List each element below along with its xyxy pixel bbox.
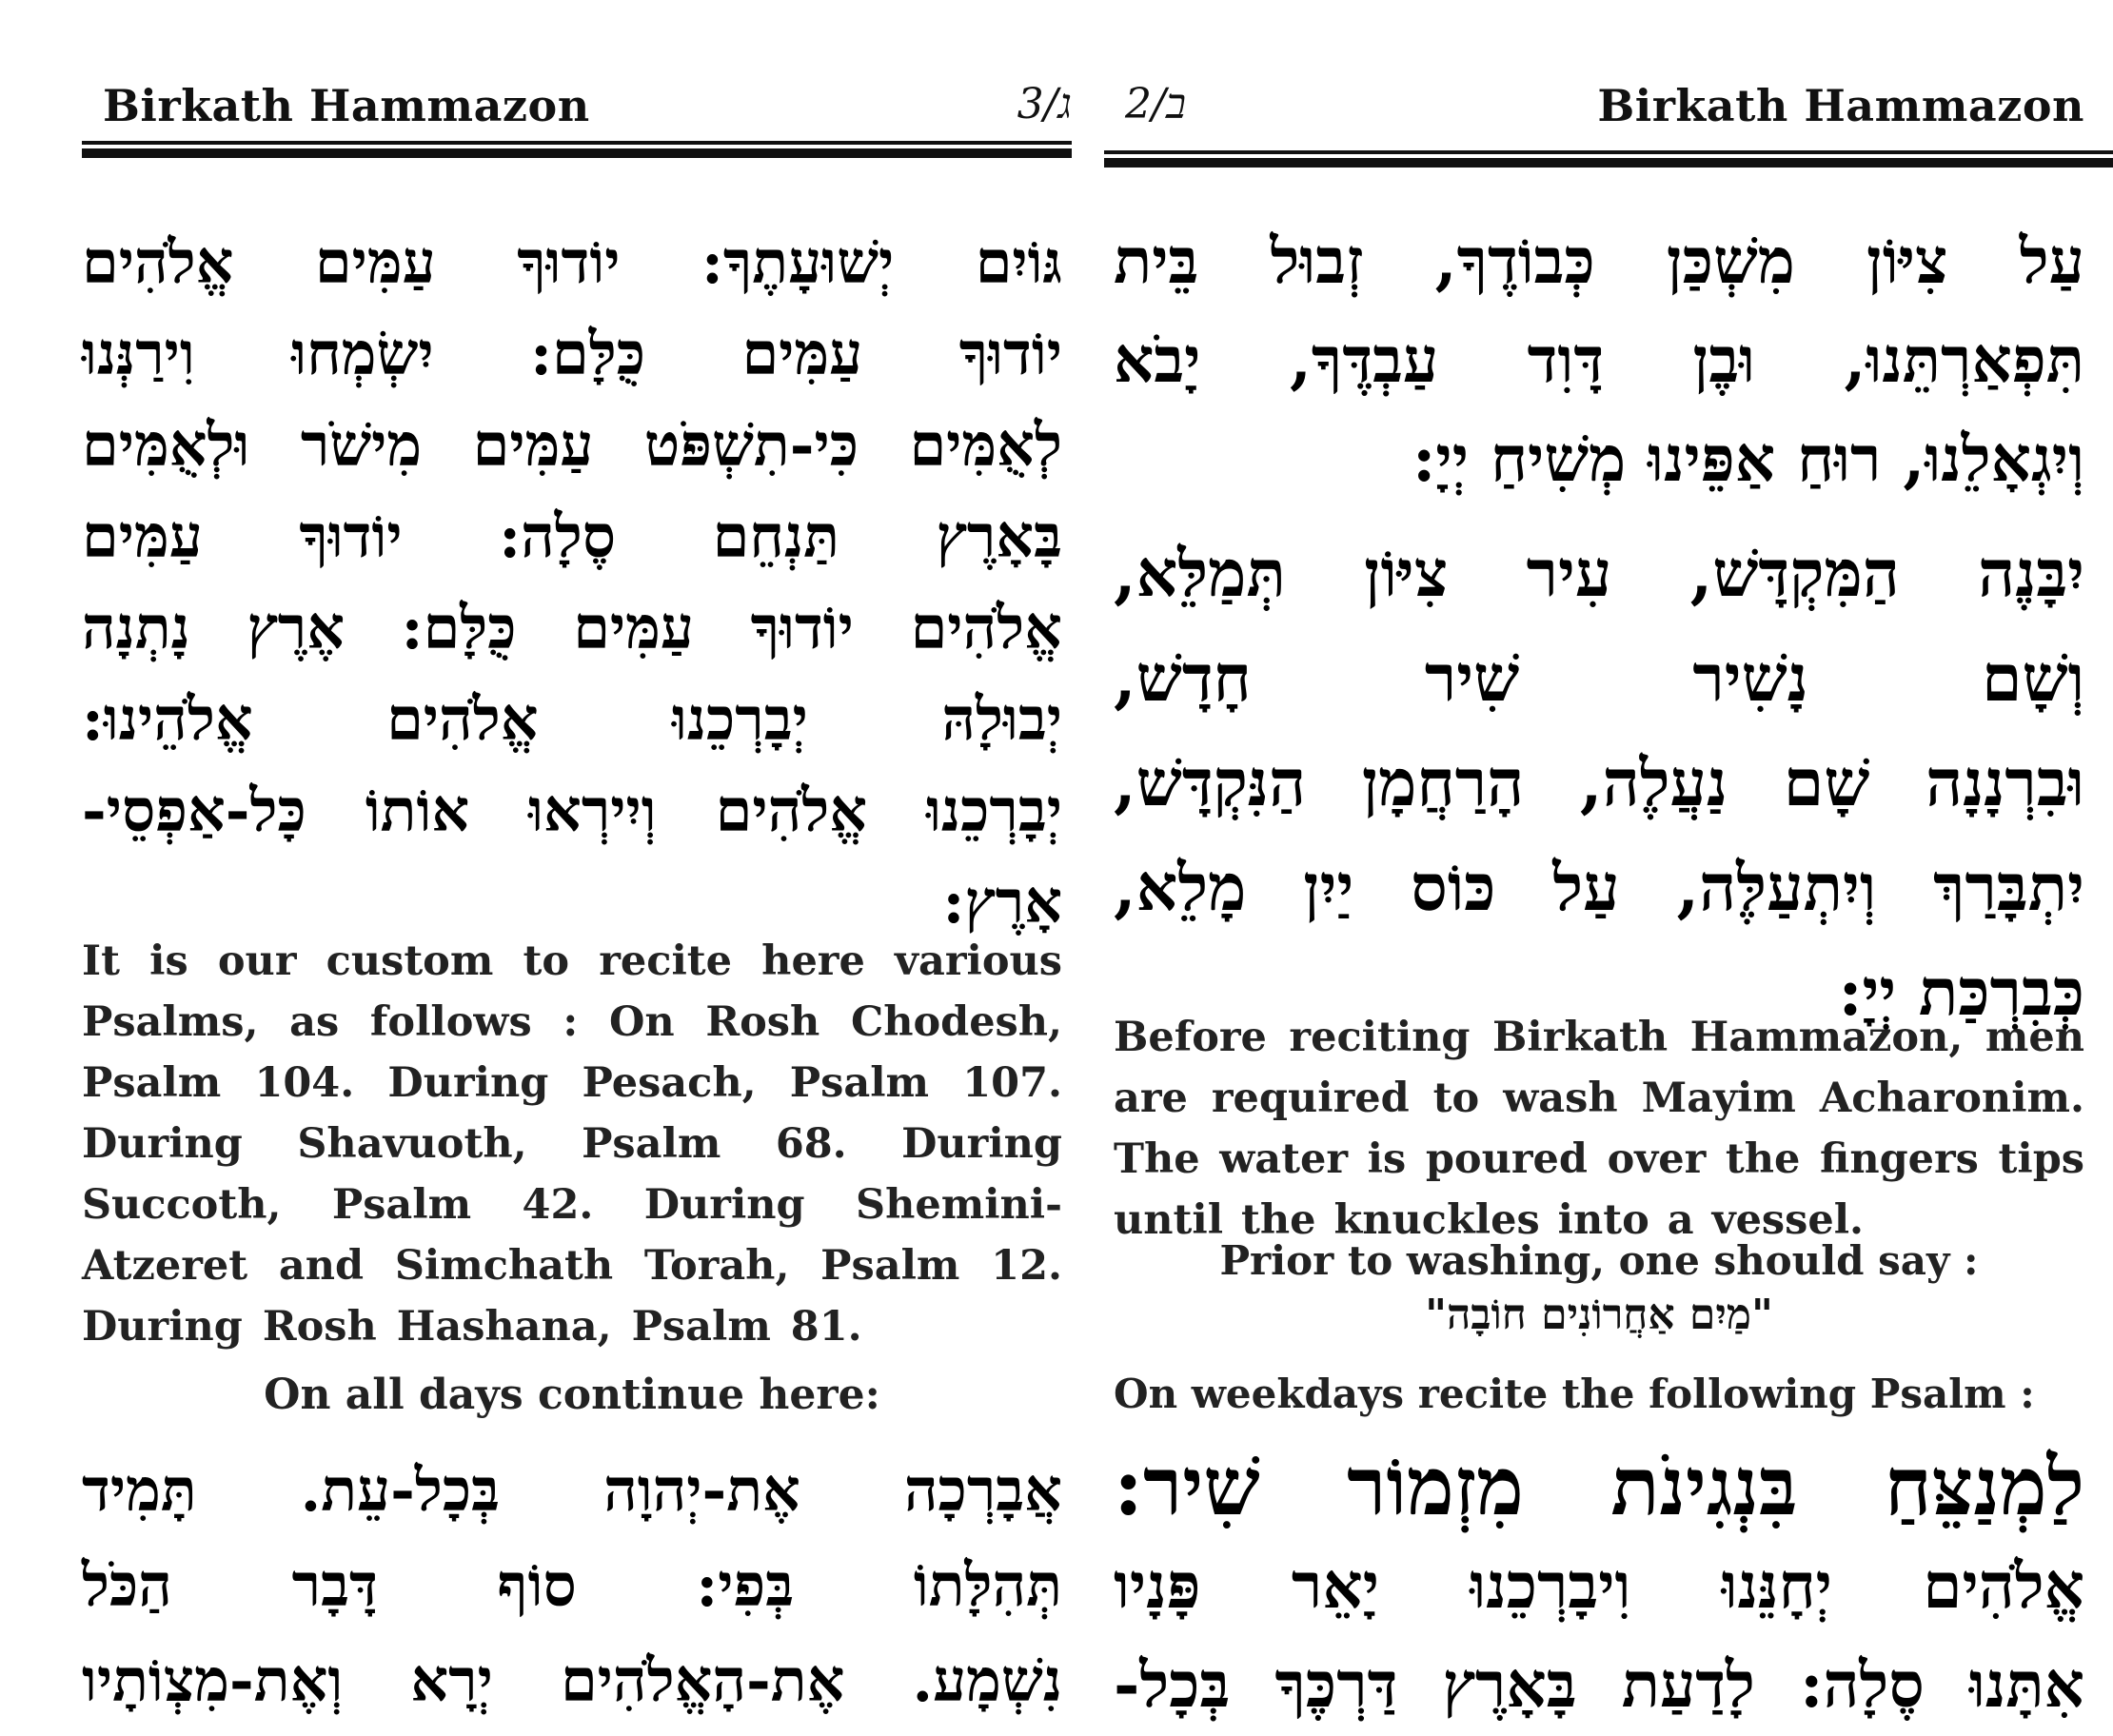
left-running-header — [82, 67, 1072, 143]
continue-heading: On all days continue here: — [264, 1371, 880, 1419]
prior-heading: Prior to washing, one should say : — [1219, 1237, 1979, 1284]
right-header-title: Birkath Hammazon — [1597, 80, 2084, 131]
hebrew-line: תְּהִלָּתוֹ בְּפִי: סוֹף דָּבָר הַכֹּל — [82, 1550, 1062, 1620]
left-page — [82, 0, 1072, 1736]
right-page-number: ב/2 — [1125, 80, 1187, 128]
left-header-title: Birkath Hammazon — [103, 80, 590, 131]
prayer-text-1 — [1114, 211, 2084, 508]
weekday-psalm-text — [1114, 1437, 2084, 1734]
hebrew-line: אֲבָרְכָה אֶת-יְהוָה בְּכָל-עֵת. תָּמִיד — [82, 1455, 1062, 1525]
weekdays-heading: On weekdays recite the following Psalm : — [1114, 1371, 2035, 1417]
hebrew-line: יִבָּנֶה הַמִּקְדָּשׁ, עִיר צִיּוֹן תְּמַלֵּא, — [1114, 536, 2084, 612]
left-page-number: ג/3 — [1017, 80, 1072, 128]
hebrew-line: גּוֹיִם יְשׁוּעָתֶךָ: יוֹדוּךָ עַמִּים אֱלֹהִים — [82, 227, 1062, 297]
continue-text — [82, 1443, 1062, 1728]
hebrew-line: נִשְׁמָע. אֶת-הָאֱלֹהִים יְרָא וְאֶת-מִצְוֹתָיו — [82, 1646, 1062, 1715]
right-running-header — [1104, 67, 2084, 143]
hebrew-line: לַמְנַצֵּחַ בִּנְגִינֹת מִזְמוֹר שִׁיר: — [1114, 1439, 2084, 1533]
hebrew-line: בָּאָרֶץ תַּנְחֵם סֶלָה: יוֹדוּךָ עַמִּים — [82, 502, 1062, 571]
hebrew-line: יוֹדוּךָ עַמִּים כֻּלָּם: יִשְׂמְחוּ וִירַנְּנוּ — [82, 319, 1062, 388]
hebrew-line: וּבִרְנָנָה שָׁם נַעֲלֶה, הָרַחֲמָן הַנִּקְדָּשׁ, — [1114, 745, 2084, 821]
hebrew-line: עַל צִיּוֹן מִשְׁכַּן כְּבוֹדֶךָ, זְבוּל בֵּית — [1114, 224, 2084, 298]
left-psalm-text — [82, 217, 1062, 948]
hebrew-line: וְיִגְאָלֵנוּ, רוּחַ אַפֵּינוּ מְשִׁיחַ יְיָ: — [1412, 422, 2084, 496]
right-header-rule — [1104, 150, 2113, 168]
hebrew-line: אֱלֹהִים יוֹדוּךָ עַמִּים כֻּלָּם: אֶרֶץ נָתְנָה — [82, 593, 1062, 662]
custom-instruction: It is our custom to recite here various Psalms, as follows : On Rosh Chodesh, Psalm 104. During Pesach, Psalm 107. During Shavuoth, Psalm 68. During Succoth, Psalm 42. During Shemini-Atzeret and Simchath Torah, Psalm 12. During Rosh Hashana, Psalm 81. — [82, 937, 1062, 1351]
hebrew-line: תִּפְאַרְתֵּנוּ, וּבֶן דָּוִד עַבְדֶּךָ, יָבֹא — [1114, 323, 2084, 397]
hebrew-line: יְבָרְכֵנוּ אֱלֹהִים וְיִירְאוּ אוֹתוֹ כָּל-אַפְסֵי- — [82, 776, 1062, 845]
hebrew-line: לְאֻמִּים כִּי-תִשְׁפֹּט עַמִּים מִישֹׁר וּלְאֻמִּים — [82, 410, 1062, 480]
right-page — [1104, 0, 2084, 1736]
prior-phrase: "מַיִם אַחֲרוֹנִים חוֹבָה" — [1425, 1291, 1773, 1339]
left-header-rule — [82, 141, 1072, 158]
hebrew-line: אִתָּנוּ סֶלָה: לָדַעַת בָּאָרֶץ דַּרְכֶּךָ בְּכָל- — [1114, 1647, 2084, 1722]
hebrew-line: יְבוּלָהּ יְבָרְכֵנוּ אֱלֹהִים אֱלֹהֵינוּ: — [82, 684, 1062, 754]
washing-instruction: Before reciting Birkath Hammazon, men are required to wash Mayim Acharonim. The water is poured over the fingers tips until the knuckles into a vessel. — [1114, 1014, 2084, 1244]
hebrew-line: יִתְבָּרַךְ וְיִתְעַלֶּה, עַל כּוֹס יַיִן מָלֵא, — [1114, 850, 2084, 926]
hebrew-line: אֱלֹהִים יְחָנֵּנוּ וִיבָרְכֵנוּ יָאֵר פָּנָיו — [1114, 1549, 2084, 1623]
hebrew-line: אָרֶץ: — [942, 867, 1062, 937]
hebrew-line: וְשָׁם נָשִׁיר שִׁיר חָדָשׁ, — [1114, 641, 2084, 717]
prayer-text-2 — [1114, 522, 2084, 1045]
hebrew-line: כְּבִרְכַּת יְיָ: — [1838, 955, 2084, 1031]
